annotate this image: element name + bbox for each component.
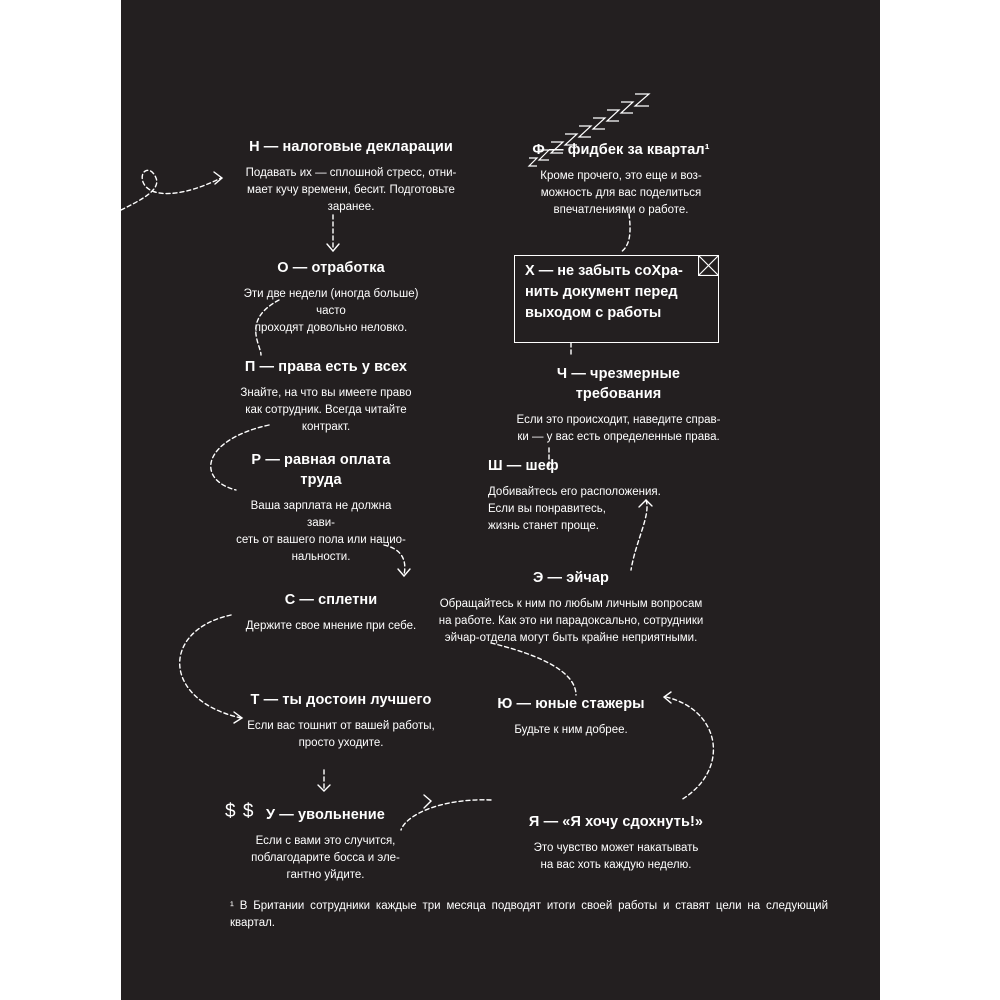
entry-s-text: Держите свое мнение при себе.	[245, 620, 417, 632]
entry-f-heading: Ф — фидбек за квартал¹	[532, 142, 710, 158]
entry-yu-text: Будьте к ним добрее.	[514, 724, 628, 736]
entry-h-box	[514, 255, 719, 343]
entry-f-text: Кроме прочего, это еще и воз- можность для вас поделиться впечатлениями о работе.	[540, 170, 702, 216]
dollar-icon: $ $	[225, 801, 255, 822]
entry-p	[231, 357, 421, 436]
entry-ya-heading: Я — «Я хочу сдохнуть!»	[528, 814, 704, 830]
connector-ya-to-u	[401, 800, 491, 830]
entry-e-heading: Э — эйчар	[532, 570, 610, 586]
connector-f-to-h	[621, 214, 630, 252]
entry-ch-heading: Ч — чрезмерные требования	[556, 366, 681, 402]
connector-yu-to-ya	[666, 697, 713, 800]
entry-o-text: Эти две недели (иногда больше) часто проходят довольно неловко.	[243, 288, 419, 334]
entry-s	[236, 590, 426, 635]
page-spread	[121, 0, 880, 1000]
entry-o	[231, 258, 431, 337]
footnote: ¹ В Британии сотрудники каждые три месяца подводят итоги своей работы и ставят цели на следующий квартал.	[230, 900, 828, 929]
entry-n	[236, 137, 466, 216]
cross-box-icon	[698, 255, 719, 276]
entry-o-heading: О — отработка	[277, 260, 385, 276]
entry-sh-heading: Ш — шеф	[488, 458, 559, 474]
entry-e	[426, 568, 716, 647]
arrowhead-ya-u	[424, 795, 431, 808]
entry-s-heading: С — сплетни	[284, 592, 378, 608]
entry-h-heading: Х — не забыть соХра- нить документ перед выходом с работы	[525, 263, 683, 321]
entry-p-text: Знайте, на что вы имеете право как сотрудник. Всегда читайте контракт.	[240, 387, 412, 433]
entry-p-heading: П — права есть у всех	[244, 359, 408, 375]
entry-ya	[516, 812, 716, 874]
entry-e-text: Обращайтесь к ним по любым личным вопросам на работе. Как это ни парадоксально, сотрудники эйчар-отдела могут быть крайне неприятными.	[438, 598, 704, 644]
entry-t-text: Если вас тошнит от вашей работы, просто уходите.	[247, 720, 435, 749]
connector-start-to-n	[121, 170, 221, 210]
entry-n-text: Подавать их — сплошной стресс, отни- мает кучу времени, бесит. Подготовьте заранее.	[245, 167, 457, 213]
entry-u-heading: У — увольнение	[266, 807, 385, 823]
entry-t-heading: Т — ты достоин лучшего	[250, 692, 432, 708]
entry-u-text: Если с вами это случится, поблагодарите босса и эле- гантно уйдите.	[251, 835, 400, 881]
entry-n-heading: Н — налоговые декларации	[249, 139, 453, 155]
entry-yu-heading: Ю — юные стажеры	[497, 696, 645, 712]
connector-e-to-yu	[491, 643, 576, 695]
entry-f	[516, 140, 726, 219]
connector-s-to-t	[180, 615, 241, 718]
entry-r	[236, 450, 406, 566]
entry-r-text: Ваша зарплата не должна зави- сеть от вашего пола или нацио- нальности.	[236, 500, 406, 563]
entry-sh	[488, 456, 688, 535]
entry-ch	[491, 364, 746, 446]
entry-yu	[486, 694, 656, 739]
entry-ya-text: Это чувство может накатывать на вас хоть каждую неделю.	[533, 842, 699, 871]
entry-u	[243, 805, 408, 884]
entry-t	[241, 690, 441, 752]
entry-sh-text: Добивайтесь его расположения. Если вы понравитесь, жизнь станет проще.	[488, 486, 661, 532]
entry-ch-text: Если это происходит, наведите справ- ки — у вас есть определенные права.	[516, 414, 721, 443]
entry-r-heading: Р — равная оплата труда	[251, 452, 391, 488]
